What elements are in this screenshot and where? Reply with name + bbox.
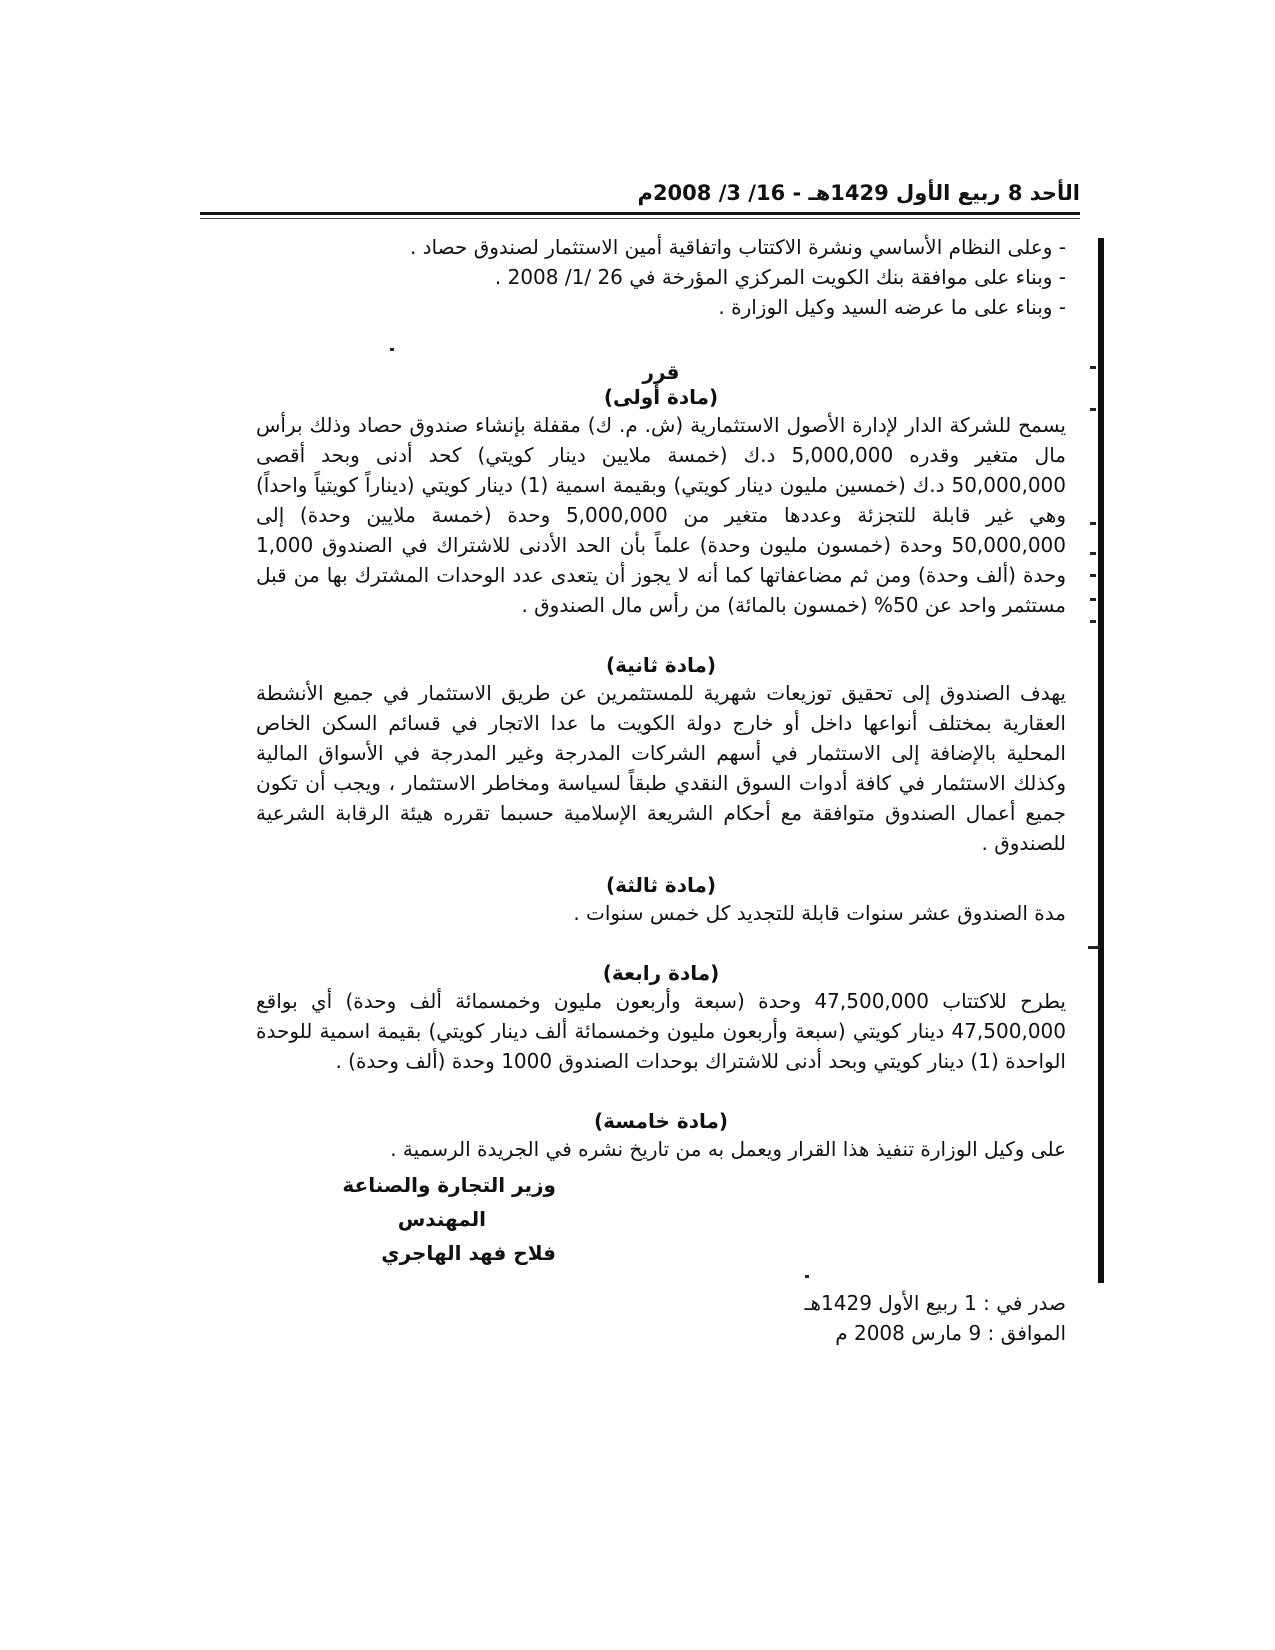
preamble [256,232,1066,322]
margin-mark [1090,408,1096,411]
signatory-title: وزير التجارة والصناعة [342,1173,556,1197]
article-body: على وكيل الوزارة تنفيذ هذا القرار ويعمل به من تاريخ نشره في الجريدة الرسمية . [390,1137,1066,1161]
margin-mark [1090,598,1096,601]
margin-mark [1088,946,1100,949]
issue-date-block [646,1288,1066,1348]
page-header-date: الأحد 8 ربيع الأول 1429هـ - 16/ 3/ 2008م [637,181,1080,205]
header-rule-thin [200,218,1080,219]
article-heading: (مادة خامسة) [594,1109,728,1133]
article-body: يسمح للشركة الدار لإدارة الأصول الاستثمارية (ش. م. ك) مقفلة بإنشاء صندوق حصاد وذلك برأس مال متغير وقدره 5,000,000 د.ك (خمسة ملايين دينار كويتي) كحد أدنى وبحد أقصى 50,000,000 د.ك (خمسين مليون دينار كويتي) وبقيمة اسمية (1) دينار كويتي (ديناراً كويتياً واحداً) وهي غير قابلة للتجزئة وعددها متغير من 5,000,000 وحدة (خمسة ملايين وحدة) إلى 50,000,000 وحدة (خمسون مليون وحدة) علماً بأن الحد الأدنى للاشتراك في الصندوق 1,000 وحدة (ألف وحدة) ومن ثم مضاعفاتها كما أنه لا يجوز أن يتعدى عدد الوحدات المشترك بها من قبل مستثمر واحد عن 50% (خمسون بالمائة) من رأس مال الصندوق . [256,413,1067,617]
decision-title: قرر [642,360,680,384]
signature-block [256,1168,556,1270]
margin-mark [1090,552,1096,555]
signatory-prefix: المهندس [397,1207,486,1231]
preamble-line: - وبناء على ما عرضه السيد وكيل الوزارة . [718,295,1066,319]
document-body [256,232,1066,1348]
article-heading: (مادة ثالثة) [605,873,717,897]
article-body: يهدف الصندوق إلى تحقيق توزيعات شهرية للمستثمرين عن طريق الاستثمار في جميع الأنشطة العقارية بمختلف أنواعها داخل أو خارج دولة الكويت ما عدا الاتجار في قسائم السكن الخاص المحلية بالإضافة إلى الاستثمار في أسهم الشركات المدرجة وغير المدرجة في الأسواق المالية وكذلك الاستثمار في كافة أدوات السوق النقدي طبقاً لسياسة ومخاطر الاستثمار ، ويجب أن تكون جميع أعمال الصندوق متوافقة مع أحكام الشريعة الإسلامية حسبما تقرره هيئة الرقابة الشرعية للصندوق . [256,681,1066,855]
article-heading: (مادة ثانية) [605,653,717,677]
header-rule [200,212,1080,215]
corresponding-date: الموافق : 9 مارس 2008 م [835,1321,1066,1345]
footer-mark [805,1275,809,1278]
margin-mark [1090,366,1096,369]
column-divider [1098,238,1104,1283]
article-heading: (مادة رابعة) [602,961,720,985]
margin-mark [1090,620,1096,623]
article-body: مدة الصندوق عشر سنوات قابلة للتجديد كل خمس سنوات . [573,901,1066,925]
margin-mark [1090,574,1096,577]
preamble-line: - وبناء على موافقة بنك الكويت المركزي المؤرخة في 26 /1/ 2008 . [494,265,1066,289]
issued-date: صدر في : 1 ربيع الأول 1429هـ [804,1291,1066,1315]
article-heading: (مادة أولى) [603,385,719,409]
margin-mark [1090,522,1096,525]
preamble-line: - وعلى النظام الأساسي ونشرة الاكتتاب واتفاقية أمين الاستثمار لصندوق حصاد . [409,235,1066,259]
article-body: يطرح للاكتتاب 47,500,000 وحدة (سبعة وأربعون مليون وخمسمائة ألف وحدة) أي بواقع 47,500,000 دينار كويتي (سبعة وأربعون مليون وخمسمائة ألف دينار كويتي) بقيمة اسمية للوحدة الواحدة (1) دينار كويتي وبحد أدنى للاشتراك بوحدات الصندوق 1000 وحدة (ألف وحدة) . [256,989,1066,1073]
signatory-name: فلاح فهد الهاجري [381,1241,556,1265]
